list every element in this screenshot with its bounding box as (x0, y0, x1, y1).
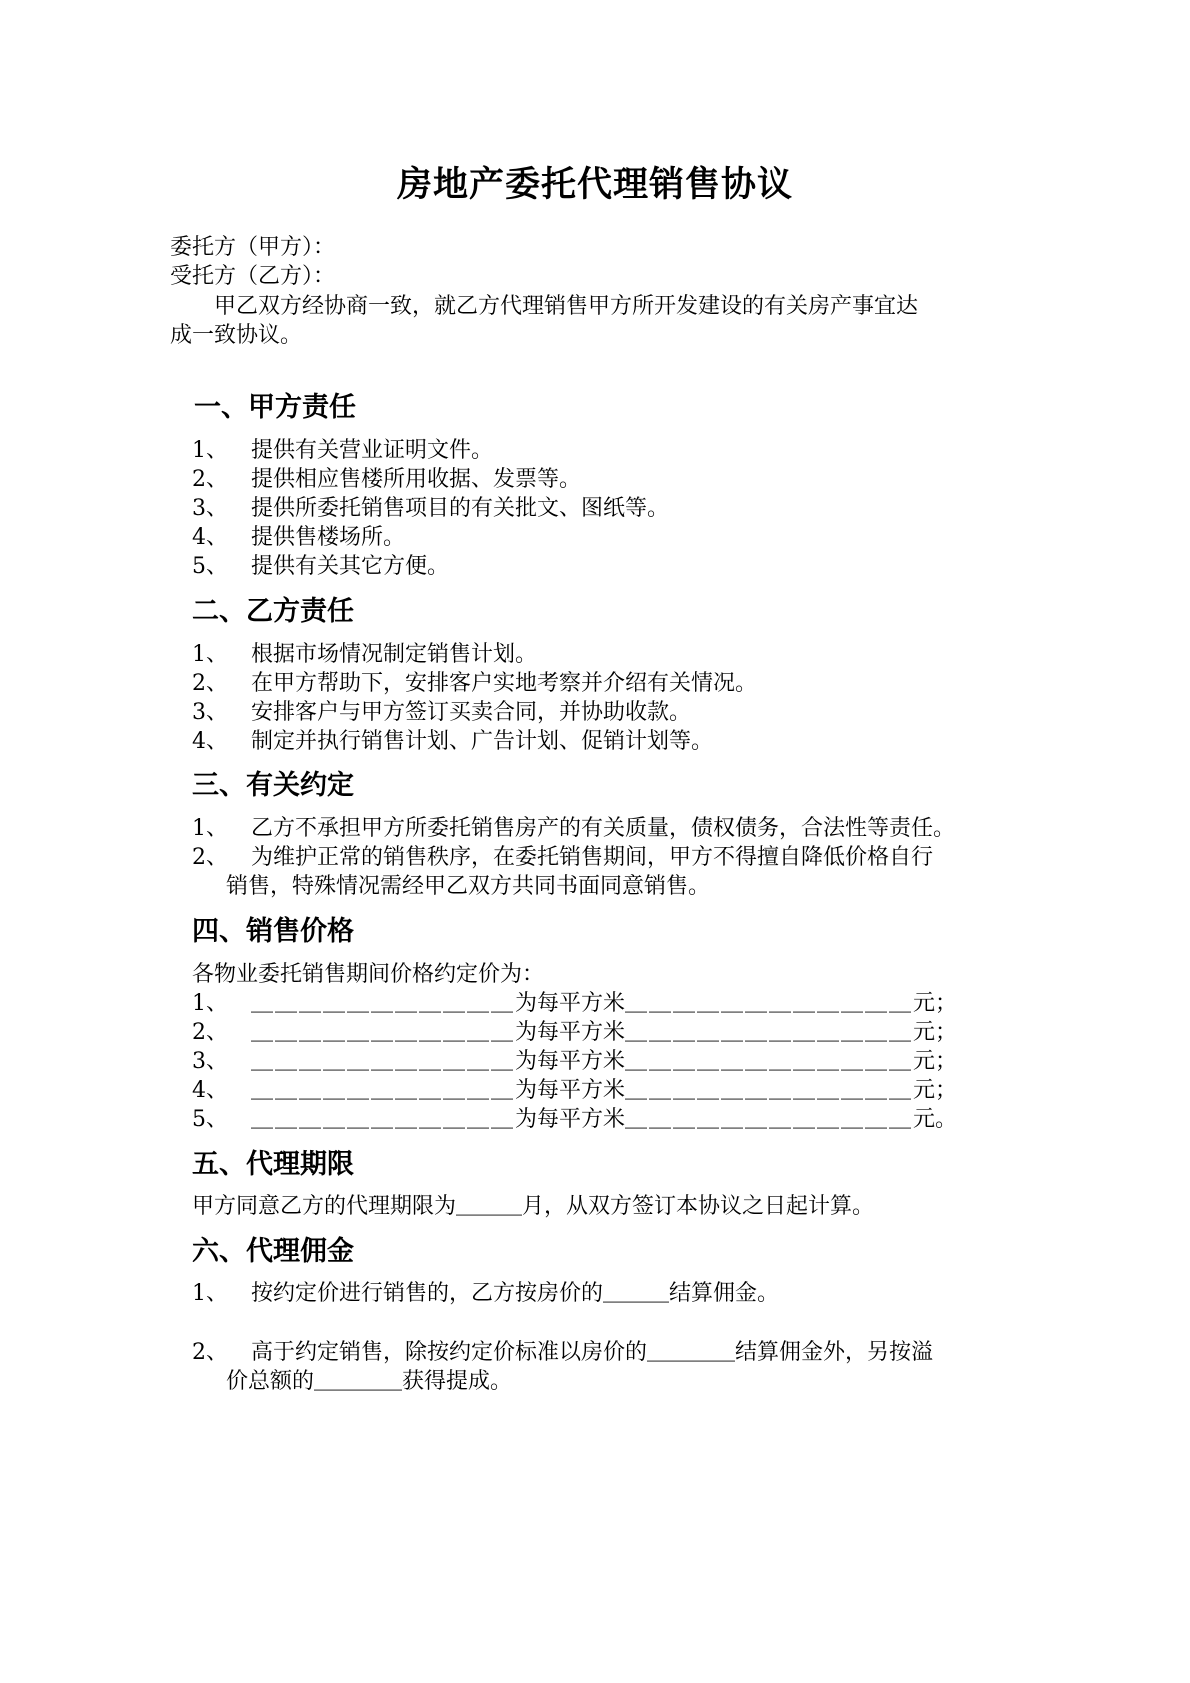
price-currency: 元； (913, 1049, 958, 1074)
price-currency: 元。 (913, 1107, 958, 1132)
item-number: 5、 (192, 1107, 228, 1132)
price-unit-text: 为每平方米 (515, 1020, 626, 1045)
item-text: 按约定价进行销售的，乙方按房价的＿＿＿结算佣金。 (251, 1281, 780, 1306)
document-title: 房地产委托代理销售协议 (396, 165, 793, 205)
price-unit-text: 为每平方米 (515, 991, 626, 1016)
price-unit-text: 为每平方米 (515, 1049, 626, 1074)
list-item (192, 465, 581, 495)
section-heading-party-a-duties: 一、甲方责任 (194, 392, 356, 423)
list-item (192, 640, 537, 670)
principal-party-line: 委托方（甲方）： (170, 235, 336, 260)
list-item (192, 727, 713, 757)
item-number: 3、 (192, 496, 228, 521)
item-text: 为维护正常的销售秩序，在委托销售期间，甲方不得擅自降低价格自行 (251, 845, 934, 870)
list-item (192, 1338, 933, 1368)
price-currency: 元； (913, 1078, 958, 1103)
section-heading-agency-term: 五、代理期限 (192, 1149, 354, 1180)
agent-party-line: 受托方（乙方）： (170, 264, 336, 289)
price-blank-amount[interactable]: ＿＿＿＿＿＿＿＿＿＿＿＿ (625, 1107, 914, 1132)
item-number: 3、 (192, 700, 228, 725)
item-number: 3、 (192, 1049, 228, 1074)
price-lead-text: 各物业委托销售期间价格约定价为： (192, 962, 545, 987)
list-item (192, 814, 955, 844)
section-heading-sale-price: 四、销售价格 (192, 916, 354, 947)
price-blank-property[interactable]: ＿＿＿＿＿＿＿＿＿＿＿ (251, 1107, 516, 1132)
item-number: 2、 (192, 671, 228, 696)
item-text: 在甲方帮助下，安排客户实地考察并介绍有关情况。 (251, 671, 758, 696)
price-row (192, 1047, 957, 1077)
agency-term-text: 甲方同意乙方的代理期限为＿＿＿月，从双方签订本协议之日起计算。 (192, 1194, 875, 1219)
item-text: 安排客户与甲方签订买卖合同，并协助收款。 (251, 700, 692, 725)
price-blank-property[interactable]: ＿＿＿＿＿＿＿＿＿＿＿ (251, 1049, 516, 1074)
price-row (192, 1076, 957, 1106)
list-item (192, 698, 691, 728)
list-item (192, 494, 669, 524)
price-blank-property[interactable]: ＿＿＿＿＿＿＿＿＿＿＿ (251, 1078, 516, 1103)
list-item (192, 669, 757, 699)
item-continuation: 价总额的＿＿＿＿获得提成。 (226, 1369, 513, 1394)
price-blank-amount[interactable]: ＿＿＿＿＿＿＿＿＿＿＿＿ (625, 1020, 914, 1045)
item-number: 1、 (192, 1281, 228, 1306)
item-text: 提供有关营业证明文件。 (251, 438, 494, 463)
intro-line-2: 成一致协议。 (170, 323, 303, 348)
price-currency: 元； (913, 1020, 958, 1045)
price-row (192, 1018, 957, 1048)
item-text: 提供相应售楼所用收据、发票等。 (251, 467, 582, 492)
list-item (192, 843, 933, 873)
item-text: 制定并执行销售计划、广告计划、促销计划等。 (251, 729, 714, 754)
item-number: 2、 (192, 467, 228, 492)
item-text: 根据市场情况制定销售计划。 (251, 642, 538, 667)
price-blank-property[interactable]: ＿＿＿＿＿＿＿＿＿＿＿ (251, 991, 516, 1016)
item-text: 提供售楼场所。 (251, 525, 406, 550)
item-number: 4、 (192, 729, 228, 754)
item-number: 1、 (192, 642, 228, 667)
price-blank-amount[interactable]: ＿＿＿＿＿＿＿＿＿＿＿＿ (625, 1049, 914, 1074)
price-currency: 元； (913, 991, 958, 1016)
price-blank-amount[interactable]: ＿＿＿＿＿＿＿＿＿＿＿＿ (625, 1078, 914, 1103)
section-heading-commission: 六、代理佣金 (192, 1236, 354, 1267)
item-text: 乙方不承担甲方所委托销售房产的有关质量，债权债务，合法性等责任。 (251, 816, 956, 841)
price-unit-text: 为每平方米 (515, 1107, 626, 1132)
item-continuation: 销售，特殊情况需经甲乙双方共同书面同意销售。 (226, 874, 711, 899)
item-text: 提供有关其它方便。 (251, 554, 450, 579)
item-text: 高于约定销售，除按约定价标准以房价的＿＿＿＿结算佣金外，另按溢 (251, 1340, 934, 1365)
intro-line-1: 甲乙双方经协商一致，就乙方代理销售甲方所开发建设的有关房产事宜达 (214, 294, 919, 319)
list-item (192, 523, 405, 553)
item-number: 2、 (192, 845, 228, 870)
price-row (192, 1105, 957, 1135)
price-blank-amount[interactable]: ＿＿＿＿＿＿＿＿＿＿＿＿ (625, 991, 914, 1016)
item-number: 4、 (192, 1078, 228, 1103)
list-item (192, 1279, 779, 1309)
item-number: 1、 (192, 991, 228, 1016)
item-number: 2、 (192, 1020, 228, 1045)
item-number: 4、 (192, 525, 228, 550)
price-row (192, 989, 957, 1019)
price-unit-text: 为每平方米 (515, 1078, 626, 1103)
list-item (192, 436, 493, 466)
list-item (192, 552, 449, 582)
section-heading-party-b-duties: 二、乙方责任 (192, 596, 354, 627)
item-number: 1、 (192, 816, 228, 841)
item-text: 提供所委托销售项目的有关批文、图纸等。 (251, 496, 670, 521)
item-number: 1、 (192, 438, 228, 463)
item-number: 2、 (192, 1340, 228, 1365)
price-blank-property[interactable]: ＿＿＿＿＿＿＿＿＿＿＿ (251, 1020, 516, 1045)
item-number: 5、 (192, 554, 228, 579)
section-heading-agreements: 三、有关约定 (192, 770, 354, 801)
